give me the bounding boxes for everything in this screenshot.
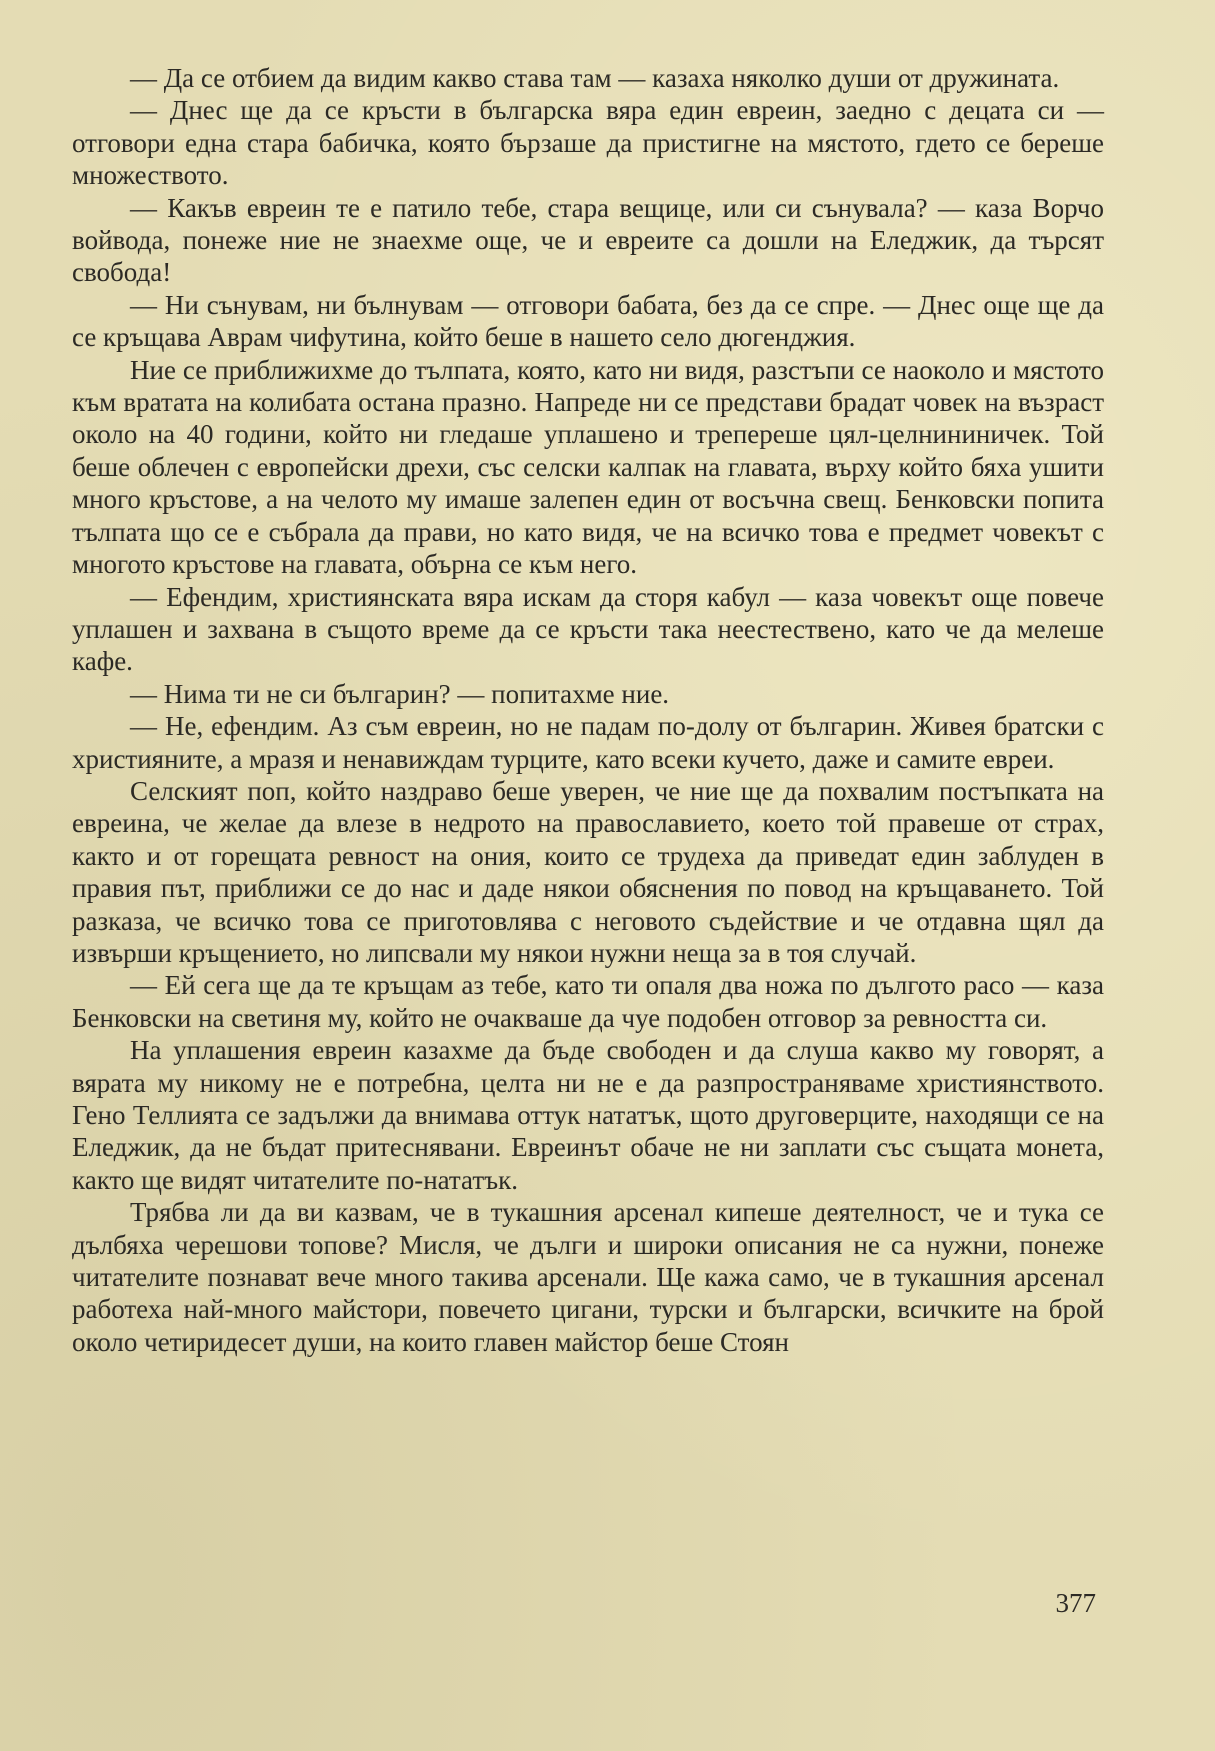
paragraph: — Да се отбием да видим какво става там — казаха няколко души от дружината. [130, 63, 1060, 93]
page-body-text [72, 62, 1104, 1358]
paragraph: На уплашения евреин казахме да бъде свободен и да слуша какво му говорят, а вярата му никому не е потребна, целта ни не е да разпространяваме християнството. Гено Теллията се задължи да внимава оттук нататък, щото друговерците, находящи се на Еледжик, да не бъдат притеснявани. Евреинът обаче не ни заплати със същата монета, както ще видят читателите по-нататък. [72, 1035, 1104, 1195]
page-number: 377 [1055, 1588, 1096, 1618]
paragraph: — Ни сънувам, ни бълнувам — отговори бабата, без да се спре. — Днес още ще да се кръщава Аврам чифутина, който беше в нашето село дюгенджия. [72, 289, 1104, 353]
paragraph: — Какъв евреин те е патило тебе, стара вещице, или си сънувала? — каза Ворчо войвода, понеже ние не знаехме още, че и евреите са дошли на Еледжик, да търсят свобода! [72, 192, 1104, 288]
paragraph: — Не, ефендим. Аз съм евреин, но не падам по-долу от българин. Живея братски с християните, а мразя и ненавиждам турците, като всеки кучето, даже и самите евреи. [72, 711, 1104, 774]
paragraph: — Ей сега ще да те кръщам аз тебе, като ти опаля два ножа по дългото расо — каза Бенковски на светиня му, който не очакваше да чуе подобен отговор за ревността си. [72, 970, 1104, 1033]
book-page [72, 62, 1104, 1722]
paragraph: Ние се приближихме до тълпата, която, като ни видя, разстъпи се наоколо и мястото към вратата на колибата остана празно. Напреде ни се представи брадат човек на възраст около на 40 години, който ни гледаше уплашено и трепереше цял-целнининичек. Той беше облечен с европейски дрехи, със селски калпак на главата, върху който бяха ушити много кръстове, а на челото му имаше залепен един от восъчна свещ. Бенковски попита тълпата що се е събрала да прави, но като видя, че на всичко това е предмет човекът с многото кръстове на главата, обърна се към него. [72, 354, 1104, 580]
paragraph: — Днес ще да се кръсти в българска вяра един евреин, заедно с децата си — отговори една стара бабичка, която бързаше да пристигне на мястото, гдето се береше множеството. [72, 95, 1104, 191]
paragraph: Трябва ли да ви казвам, че в тукашния арсенал кипеше деятелност, че и тука се дълбяха черешови топове? Мисля, че дълги и широки описания не са нужни, понеже читателите познават вече много такива арсенали. Ще кажа само, че в тукашния арсенал работеха най-много майстори, повечето цигани, турски и български, всичките на брой около четиридесет души, на които главен майстор беше Стоян [72, 1197, 1104, 1357]
paragraph: — Ефендим, християнската вяра искам да сторя кабул — каза човекът още повече уплашен и захвана в същото време да се кръсти така неестествено, като че да мелеше кафе. [72, 581, 1104, 677]
paragraph: — Нима ти не си българин? — попитахме ние. [130, 678, 670, 709]
paragraph: Селският поп, който наздраво беше уверен, че ние ще да похвалим постъпката на евреина, че желае да влезе в недрото на православието, което той правеше от страх, както и от горещата ревност на ония, които се трудеха да приведат един заблуден в правия път, приближи се до нас и даде някои обяснения по повод на кръщаването. Той разказа, че всичко това се приготовлява с неговото съдействие и че отдавна щял да извърши кръщението, но липсвали му някои нужни неща за в тоя случай. [72, 775, 1104, 968]
